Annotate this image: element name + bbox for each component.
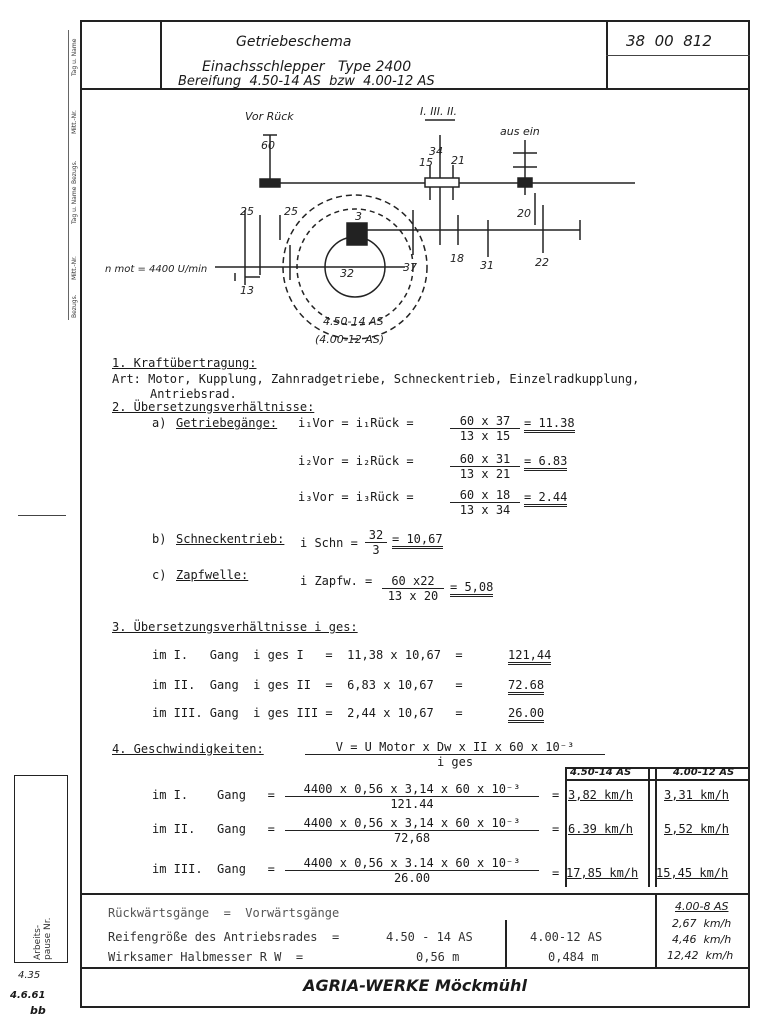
label-vor-rueck: Vor Rück: [245, 110, 294, 123]
speed-row-den-1: 121.44: [390, 797, 434, 811]
speed-formula-denominator: i ges: [436, 755, 474, 769]
footer-tire-v2: 4.00-12 AS: [530, 930, 603, 944]
tooth-13: 13: [240, 284, 254, 297]
margin-note-3: bb: [30, 1004, 46, 1017]
gear3-denominator: 13 x 34: [459, 503, 511, 517]
gear3-result: = 2.44: [524, 490, 567, 507]
footer-radius-v2: 0,484 m: [548, 950, 599, 964]
footer-tire-label: Reifengröße des Antriebsrades =: [108, 930, 340, 944]
speed-col2-header: 4.00-12 AS: [673, 767, 735, 778]
speed-row-v2-1: 3,31 km/h: [664, 788, 730, 802]
speed-row-label-1: im I. Gang =: [152, 788, 275, 802]
hand-speed-3: 12,42 km/h: [667, 949, 734, 962]
speed-col1-header: 4.50-14 AS: [570, 767, 632, 778]
gear2-fraction: [450, 452, 520, 481]
speed-row-fraction-2: [285, 816, 539, 845]
label-gears-roman: I. III. II.: [420, 105, 457, 118]
total-ratio-result-3: 26.00: [508, 706, 544, 723]
section3-heading: 3. Übersetzungsverhältnisse i ges:: [112, 620, 358, 634]
section1-heading: 1. Kraftübertragung:: [112, 356, 257, 370]
tooth-31: 31: [480, 259, 494, 272]
tooth-22: 22: [535, 256, 549, 269]
pto-numerator: 60 x22: [382, 574, 444, 589]
tooth-18: 18: [450, 252, 464, 265]
gear2-numerator: 60 x 31: [450, 452, 520, 467]
worm-symbol: i Schn =: [300, 536, 358, 550]
tooth-20: 20: [517, 207, 531, 220]
document-number: 38 00 812: [626, 32, 712, 50]
gear2-denominator: 13 x 21: [459, 467, 511, 481]
page-title: Getriebeschema: [236, 34, 352, 50]
pto-result: = 5,08: [450, 580, 493, 597]
arbeitspause-label: Arbeits- pause Nr.: [33, 917, 53, 960]
tooth-25b: 25: [284, 205, 298, 218]
label-tire2: (4.00-12 AS): [315, 333, 385, 346]
tooth-15: 15: [419, 156, 433, 169]
gear1-denominator: 13 x 15: [459, 429, 511, 443]
tooth-25a: 25: [240, 205, 254, 218]
speed-row-num-2: 4400 x 0,56 x 3,14 x 60 x 10⁻³: [285, 816, 539, 831]
section2-heading: 2. Übersetzungsverhältnisse:: [112, 400, 315, 414]
tooth-32: 32: [340, 267, 354, 280]
label-aus-ein: aus ein: [500, 125, 540, 138]
speed-row-v1-1: 3,82 km/h: [568, 788, 634, 802]
hand-speed-2: 4,46 km/h: [672, 933, 732, 946]
section2a-title: Getriebegänge:: [176, 416, 278, 430]
speed-row-den-2: 72,68: [393, 831, 431, 845]
margin-note-1: 4.35: [18, 970, 41, 981]
pto-symbol: i Zapfw. =: [300, 574, 373, 588]
margin-label-3: Bezugs.: [71, 160, 78, 184]
section4-heading: 4. Geschwindigkeiten:: [112, 742, 264, 756]
tooth-34: 34: [429, 145, 443, 158]
section1-line1: Art: Motor, Kupplung, Zahnradgetriebe, Schneckentrieb, Einzelradkupplung,: [112, 372, 640, 386]
gear1-numerator: 60 x 37: [450, 414, 520, 429]
label-tire1: 4.50-14 AS: [323, 315, 384, 328]
worm-fraction: [365, 528, 387, 557]
total-ratio-label-3: im III. Gang i ges III = 2,44 x 10,67 =: [152, 706, 463, 720]
gear1-fraction: [450, 414, 520, 443]
section2b-label: b): [152, 532, 167, 546]
tooth-3: 3: [355, 210, 362, 223]
worm-denominator: 3: [372, 543, 380, 557]
gear1-result: = 11.38: [524, 416, 575, 433]
tooth-21: 21: [451, 154, 465, 167]
total-ratio-result-1: 121,44: [508, 648, 551, 665]
speed-row-label-3: im III. Gang =: [152, 862, 275, 876]
arbeitspause-box: [14, 775, 68, 963]
hand-speed-1: 2,67 km/h: [672, 917, 732, 930]
footer-radius-v1: 0,56 m: [416, 950, 460, 964]
speed-row-v1-2: 6.39 km/h: [568, 822, 634, 836]
margin-label-5: Mitt.-Nr.: [71, 256, 78, 280]
speed-row-v2-2: 5,52 km/h: [664, 822, 730, 836]
speed-row-v2-3: 15,45 km/h: [656, 866, 729, 880]
gear1-ratio-left: i₁Vor = i₁Rück =: [298, 416, 414, 430]
footer-radius-label: Wirksamer Halbmesser R W =: [108, 950, 304, 964]
margin-note-2: 4.6.61: [10, 990, 46, 1001]
pto-fraction: [382, 574, 444, 603]
section2b-title: Schneckentrieb:: [176, 532, 285, 546]
speed-row-num-1: 4400 x 0,56 x 3,14 x 60 x 10⁻³: [285, 782, 539, 797]
speed-row-v1-3: 17,85 km/h: [566, 866, 639, 880]
speed-formula-numerator: V = U Motor x Dw x II x 60 x 10⁻³: [305, 740, 605, 755]
footer-reverse: Rückwärtsgänge = Vorwärtsgänge: [108, 906, 340, 920]
page-subtitle: Einachsschlepper Type 2400: [202, 59, 412, 75]
hand-title: 4.00-8 AS: [675, 900, 729, 913]
speed-row-label-2: im II. Gang =: [152, 822, 275, 836]
margin-label-6: Bezugs.: [71, 294, 78, 318]
speed-row-fraction-3: [285, 856, 539, 885]
gear2-ratio-left: i₂Vor = i₂Rück =: [298, 454, 414, 468]
footer-tire-v1: 4.50 - 14 AS: [386, 930, 473, 944]
total-ratio-label-1: im I. Gang i ges I = 11,38 x 10,67 =: [152, 648, 463, 662]
section2c-title: Zapfwelle:: [176, 568, 249, 582]
margin-label-4: Tag u. Name: [71, 186, 78, 224]
margin-label-2: Mitt.-Nr.: [71, 110, 78, 134]
speed-formula: [305, 740, 605, 769]
gear3-fraction: [450, 488, 520, 517]
tire-spec: Bereifung 4.50-14 AS bzw 4.00-12 AS: [178, 74, 435, 89]
speed-row-num-3: 4400 x 0,56 x 3.14 x 60 x 10⁻³: [285, 856, 539, 871]
section2c-label: c): [152, 568, 167, 582]
tooth-37: 37: [403, 261, 417, 274]
speed-row-fraction-1: [285, 782, 539, 811]
speed-row-den-3: 26.00: [393, 871, 431, 885]
gear3-numerator: 60 x 18: [450, 488, 520, 503]
worm-result: = 10,67: [392, 532, 443, 549]
gear-diagram: [95, 95, 655, 350]
total-ratio-label-2: im II. Gang i ges II = 6,83 x 10,67 =: [152, 678, 463, 692]
worm-numerator: 32: [365, 528, 387, 543]
total-ratio-result-2: 72.68: [508, 678, 544, 695]
company-name: AGRIA-WERKE Möckmühl: [303, 976, 527, 995]
section1-line2: Antriebsrad.: [150, 387, 237, 401]
margin-label-1: Tag u. Name: [71, 38, 78, 76]
label-motor: n mot = 4400 U/min: [105, 264, 208, 275]
tooth-60: 60: [261, 139, 275, 152]
gear3-ratio-left: i₃Vor = i₃Rück =: [298, 490, 414, 504]
pto-denominator: 13 x 20: [387, 589, 439, 603]
gear2-result: = 6.83: [524, 454, 567, 471]
section2a-label: a): [152, 416, 167, 430]
